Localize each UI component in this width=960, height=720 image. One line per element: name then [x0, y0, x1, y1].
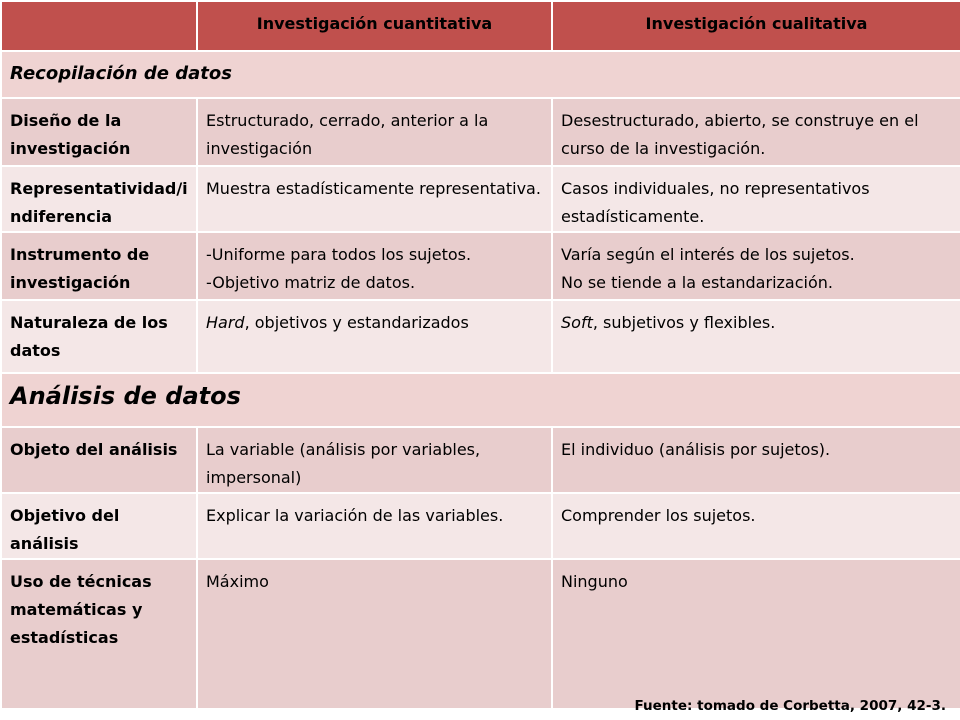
quantitative-cell: Máximo — [197, 559, 552, 709]
row-label — [1, 166, 197, 232]
row-label: Diseño de la investigación — [1, 98, 197, 166]
table-row — [1, 427, 960, 493]
table-row — [1, 98, 960, 166]
row-label: Objetivo del análisis — [1, 493, 197, 559]
section-row-data-analysis — [1, 373, 960, 427]
header-qualitative: Investigación cualitativa — [552, 1, 960, 51]
quantitative-cell: Explicar la variación de las variables. — [197, 493, 552, 559]
qualitative-cell: Comprender los sujetos. — [552, 493, 960, 559]
row-label-text: Representatividad/indiferencia — [10, 179, 188, 226]
table-row — [1, 493, 960, 559]
section-row-data-collection — [1, 51, 960, 98]
quantitative-cell: Muestra estadísticamente representativa. — [197, 166, 552, 232]
row-label: Naturaleza de los datos — [1, 300, 197, 373]
qualitative-cell: El individuo (análisis por sujetos). — [552, 427, 960, 493]
header-row — [1, 1, 960, 51]
italic-term: Soft — [561, 313, 593, 332]
cell-text: , objetivos y estandarizados — [244, 313, 469, 332]
section-title-data-analysis: Análisis de datos — [1, 373, 960, 427]
qualitative-cell — [552, 300, 960, 373]
section-title-data-collection: Recopilación de datos — [1, 51, 960, 98]
quantitative-cell: La variable (análisis por variables, impersonal) — [197, 427, 552, 493]
quantitative-cell — [197, 232, 552, 300]
cell-text: , subjetivos y flexibles. — [592, 313, 776, 332]
quantitative-cell: Estructurado, cerrado, anterior a la investigación — [197, 98, 552, 166]
qualitative-cell — [552, 232, 960, 300]
italic-term: Hard — [206, 313, 245, 332]
header-blank-cell — [1, 1, 197, 51]
source-citation: Fuente: tomado de Corbetta, 2007, 42-3. — [634, 698, 946, 714]
table-row — [1, 166, 960, 232]
quantitative-cell — [197, 300, 552, 373]
cell-line: -Objetivo matriz de datos. — [206, 273, 416, 292]
cell-line: Varía según el interés de los sujetos. — [561, 245, 855, 264]
cell-line: -Uniforme para todos los sujetos. — [206, 245, 472, 264]
cell-line: No se tiende a la estandarización. — [561, 273, 833, 292]
row-label: Instrumento de investigación — [1, 232, 197, 300]
table-row — [1, 232, 960, 300]
qualitative-cell: Ninguno — [552, 559, 960, 709]
row-label: Objeto del análisis — [1, 427, 197, 493]
table-row — [1, 300, 960, 373]
table-row — [1, 559, 960, 709]
header-quantitative: Investigación cuantitativa — [197, 1, 552, 51]
qualitative-cell: Casos individuales, no representativos estadísticamente. — [552, 166, 960, 232]
qualitative-cell: Desestructurado, abierto, se construye en el curso de la investigación. — [552, 98, 960, 166]
row-label: Uso de técnicas matemáticas y estadísticas — [1, 559, 197, 709]
